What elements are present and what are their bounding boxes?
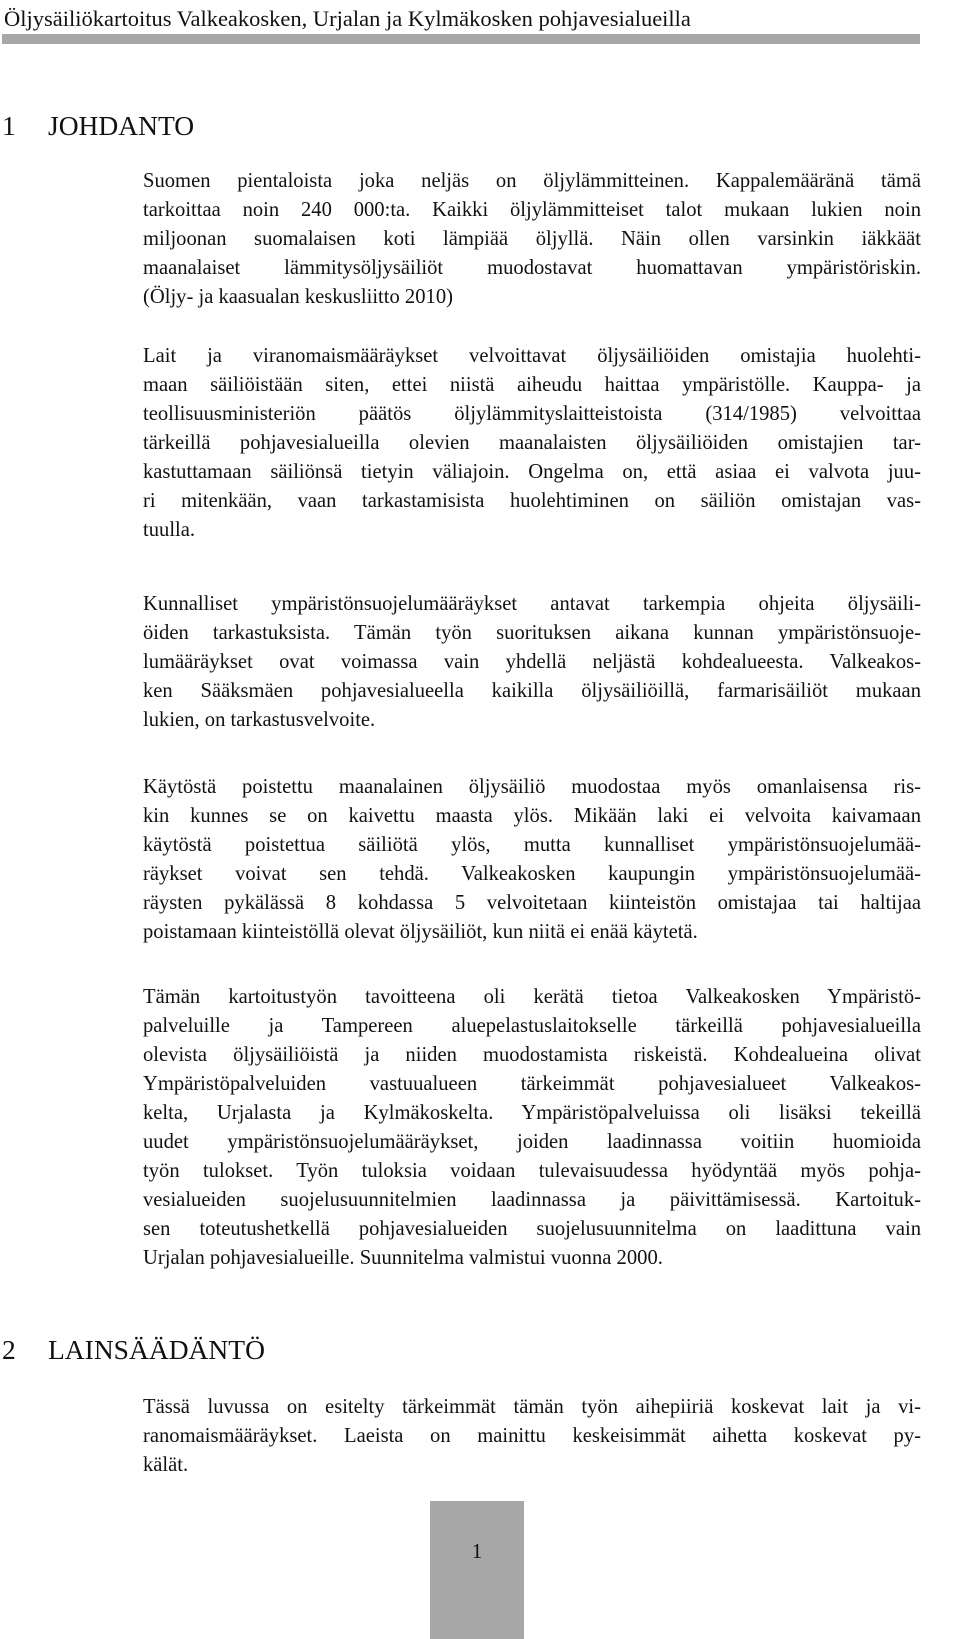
text-line: Urjalan pohjavesialueille. Suunnitelma valmistui vuonna 2000. — [143, 1247, 663, 1269]
text-line: Tässä luvussa on esitelty tärkeimmät tämän työn aihepiiriä koskevat lait ja vi- — [143, 1396, 921, 1418]
text-line: miljoonan suomalaisen koti lämpiää öljyllä. Näin ollen varsinkin iäkkäät — [143, 228, 921, 250]
text-line: lukien, on tarkastusvelvoite. — [143, 709, 376, 731]
text-line: ranomaismääräykset. Laeista on mainittu keskeisimmät aihetta koskevat py- — [143, 1425, 921, 1447]
text-line: räykset voivat sen tehdä. Valkeakosken kaupungin ympäristönsuojelumää- — [143, 863, 921, 885]
text-line: tuulla. — [143, 519, 196, 541]
text-line: Suomen pientaloista joka neljäs on öljylämmitteinen. Kappalemääränä tämä — [143, 170, 921, 192]
text-line: Lait ja viranomaismääräykset velvoittavat öljysäiliöiden omistajia huolehti- — [143, 345, 921, 367]
paragraph — [143, 773, 921, 947]
paragraph — [143, 983, 921, 1273]
text-line: kelta, Urjalasta ja Kylmäkoskelta. Ympäristöpalveluissa oli lisäksi tekeillä — [143, 1102, 921, 1124]
page-number-box — [430, 1501, 524, 1639]
section-title: JOHDANTO — [48, 110, 195, 141]
section-number: 1 — [2, 110, 16, 141]
text-line: lumääräykset ovat voimassa vain yhdellä neljästä kohdealueesta. Valkeakos- — [143, 651, 921, 673]
text-line: tärkeillä pohjavesialueilla olevien maanalaisten öljysäiliöiden omistajien tar- — [143, 432, 921, 454]
paragraph — [143, 1393, 921, 1480]
text-line: palveluille ja Tampereen aluepelastuslaitokselle tärkeillä pohjavesialueilla — [143, 1015, 921, 1037]
text-line: (Öljy- ja kaasualan keskusliitto 2010) — [143, 286, 453, 308]
text-line: Kunnalliset ympäristönsuojelumääräykset antavat tarkempia ohjeita öljysäili- — [143, 593, 921, 615]
section-title: LAINSÄÄDÄNTÖ — [48, 1334, 265, 1365]
text-line: käytöstä poistettua säiliötä ylös, mutta kunnalliset ympäristönsuojelumää- — [143, 834, 921, 856]
text-line: sen toteutushetkellä pohjavesialueiden suojelusuunnitelma on laadittuna vain — [143, 1218, 921, 1240]
text-line: maanalaiset lämmitysöljysäiliöt muodostavat huomattavan ympäristöriskin. — [143, 257, 921, 279]
text-line: kastuttamaan säiliönsä tietyin väliajoin. Ongelma on, että asiaa ei valvota juu- — [143, 461, 921, 483]
text-line: poistamaan kiinteistöllä olevat öljysäiliöt, kun niitä ei enää käytetä. — [143, 921, 698, 943]
header-rule — [2, 34, 920, 44]
text-line: maan säiliöistään siten, ettei niistä aiheudu haittaa ympäristölle. Kauppa- ja — [143, 374, 921, 396]
text-line: Tämän kartoitustyön tavoitteena oli kerätä tietoa Valkeakosken Ympäristö- — [143, 986, 921, 1008]
text-line: Käytöstä poistettu maanalainen öljysäiliö muodostaa myös omanlaisensa ris- — [143, 776, 921, 798]
text-line: työn tulokset. Työn tuloksia voidaan tulevaisuudessa hyödyntää myös pohja- — [143, 1160, 921, 1182]
text-line: ri mitenkään, vaan tarkastamisista huolehtiminen on säiliön omistajan vas- — [143, 490, 921, 512]
section-number: 2 — [2, 1334, 16, 1365]
text-line: kälät. — [143, 1454, 189, 1476]
text-line: Ympäristöpalveluiden vastuualueen tärkeimmät pohjavesialueet Valkeakos- — [143, 1073, 921, 1095]
paragraph — [143, 590, 921, 735]
text-line: uudet ympäristönsuojelumääräykset, joiden laadinnassa voitiin huomioida — [143, 1131, 921, 1153]
text-line: öiden tarkastuksista. Tämän työn suorituksen aikana kunnan ympäristönsuoje- — [143, 622, 921, 644]
text-line: tarkoittaa noin 240 000:ta. Kaikki öljylämmitteiset talot mukaan lukien noin — [143, 199, 921, 221]
text-line: ken Sääksmäen pohjavesialueella kaikilla öljysäiliöillä, farmarisäiliöt mukaan — [143, 680, 921, 702]
text-line: teollisuusministeriön päätös öljylämmityslaitteistoista (314/1985) velvoittaa — [143, 403, 921, 425]
page-number: 1 — [471, 1539, 483, 1563]
text-line: kin kunnes se on kaivettu maasta ylös. Mikään laki ei velvoita kaivamaan — [143, 805, 921, 827]
text-line: vesialueiden suojelusuunnitelmien laadinnassa ja päivittämisessä. Kartoituk- — [143, 1189, 921, 1211]
text-line: räysten pykälässä 8 kohdassa 5 velvoitetaan kiinteistön omistajaa tai haltijaa — [143, 892, 921, 914]
paragraph — [143, 167, 921, 312]
paragraph — [143, 342, 921, 545]
text-line: olevista öljysäiliöistä ja niiden muodostamista riskeistä. Kohdealueina olivat — [143, 1044, 921, 1066]
running-header: Öljysäiliökartoitus Valkeakosken, Urjalan ja Kylmäkosken pohjavesialueilla — [4, 6, 691, 31]
